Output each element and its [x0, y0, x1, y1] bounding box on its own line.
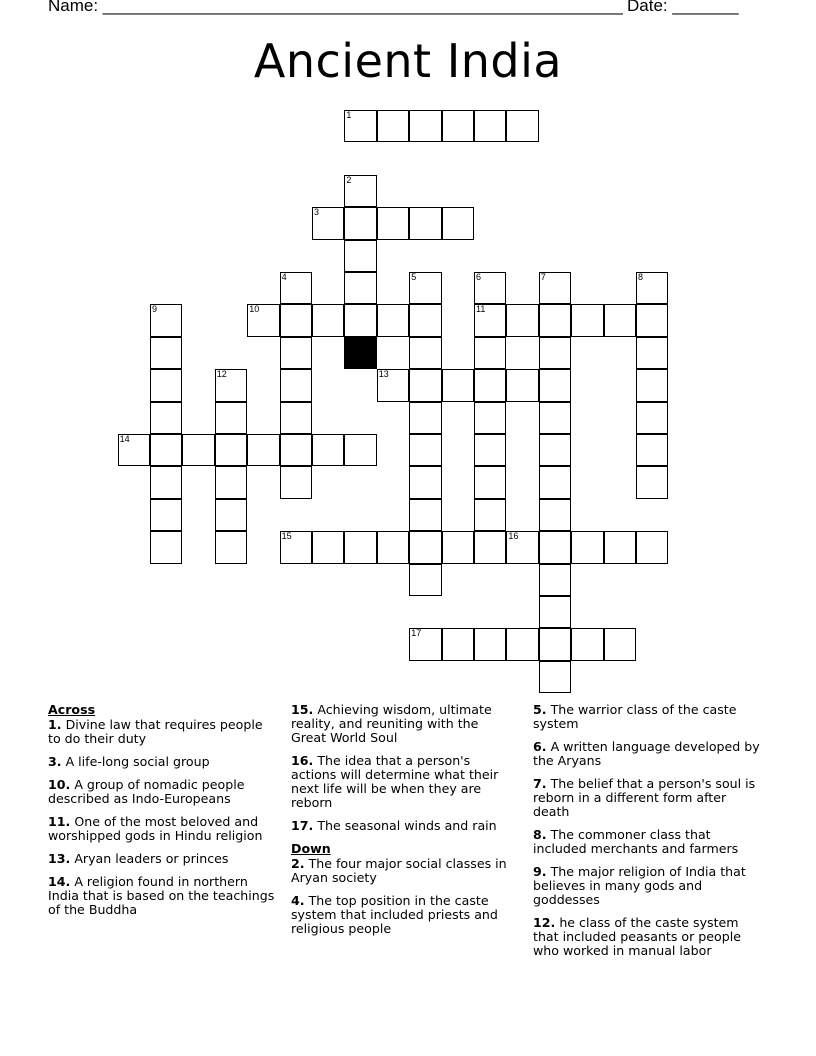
grid-cell[interactable] [377, 304, 409, 336]
grid-cell[interactable] [215, 402, 247, 434]
grid-cell[interactable] [344, 304, 376, 336]
grid-cell[interactable] [280, 531, 312, 563]
clue-item-text: A group of nomadic people described as Indo-Europeans [48, 777, 245, 806]
grid-cell[interactable] [442, 531, 474, 563]
grid-cell[interactable] [118, 434, 150, 466]
grid-cell[interactable] [539, 661, 571, 693]
clue-item-number: 4. [291, 893, 305, 908]
grid-cell[interactable] [474, 499, 506, 531]
clue-column-3 [533, 703, 765, 967]
clue-number: 3 [314, 207, 320, 218]
clue-item-text: Aryan leaders or princes [70, 851, 229, 866]
grid-cell[interactable] [636, 402, 668, 434]
grid-cell[interactable] [377, 531, 409, 563]
grid-cell[interactable] [636, 466, 668, 498]
clue-item [48, 718, 278, 746]
grid-cell[interactable] [539, 369, 571, 401]
clue-item-number: 17. [291, 818, 314, 833]
grid-cell[interactable] [409, 304, 441, 336]
across-heading: Across [48, 702, 96, 717]
grid-cell[interactable] [539, 531, 571, 563]
grid-cell[interactable] [150, 369, 182, 401]
grid-cell[interactable] [215, 434, 247, 466]
clue-item-number: 5. [533, 702, 547, 717]
grid-cell[interactable] [280, 466, 312, 498]
clue-number: 10 [249, 304, 260, 315]
grid-cell[interactable] [182, 434, 214, 466]
clue-item-number: 6. [533, 739, 547, 754]
grid-cell[interactable] [215, 466, 247, 498]
clue-item [291, 754, 517, 810]
clue-item-text: The seasonal winds and rain [313, 818, 497, 833]
clue-item-text: The four major social classes in Aryan society [291, 856, 507, 885]
clue-number: 14 [119, 434, 130, 444]
grid-cell[interactable] [506, 110, 538, 142]
grid-cell[interactable] [150, 499, 182, 531]
grid-cell[interactable] [506, 531, 538, 563]
clue-item [291, 894, 517, 936]
clue-item [291, 857, 517, 885]
clue-item [291, 703, 517, 745]
grid-cell[interactable] [539, 499, 571, 531]
grid-cell[interactable] [409, 402, 441, 434]
clue-item-number: 13. [48, 851, 71, 866]
clue-item-text: The belief that a person's soul is reborn in a different form after death [533, 776, 756, 819]
grid-cell[interactable] [539, 596, 571, 628]
grid-cell[interactable] [344, 434, 376, 466]
clue-number: 12 [216, 369, 227, 380]
clue-item-text: The warrior class of the caste system [533, 702, 737, 731]
clue-column-1 [48, 703, 278, 926]
grid-cell[interactable] [280, 272, 312, 304]
clue-item-number: 10. [48, 777, 71, 792]
grid-cell[interactable] [344, 207, 376, 239]
clue-item [291, 819, 517, 833]
grid-cell[interactable] [409, 434, 441, 466]
grid-cell[interactable] [280, 434, 312, 466]
clue-number: 9 [152, 304, 158, 315]
grid-cell[interactable] [474, 337, 506, 369]
grid-cell[interactable] [442, 628, 474, 660]
clue-item-number: 3. [48, 754, 62, 769]
clue-item-text: The idea that a person's actions will determine what their next life will be when they are reborn [291, 753, 499, 810]
grid-cell[interactable] [280, 337, 312, 369]
grid-cell[interactable] [539, 628, 571, 660]
grid-cell[interactable] [409, 369, 441, 401]
clue-item-text: he class of the caste system that included peasants or people who worked in manual labor [533, 915, 741, 958]
clue-item [533, 740, 765, 768]
grid-cell[interactable] [312, 434, 344, 466]
grid-cell[interactable] [344, 110, 376, 142]
clue-number: 1 [346, 110, 352, 120]
clue-item [48, 778, 278, 806]
clue-item-number: 16. [291, 753, 314, 768]
grid-cell[interactable] [474, 531, 506, 563]
grid-cell[interactable] [474, 402, 506, 434]
clue-item-text: The commoner class that included merchants and farmers [533, 827, 739, 856]
name-field-label: Name: _______________________________________________________ [48, 0, 623, 15]
clue-item [533, 865, 765, 907]
grid-cell[interactable] [636, 369, 668, 401]
clue-number: 2 [346, 174, 352, 185]
grid-cell[interactable] [571, 628, 603, 660]
grid-cell[interactable] [247, 304, 279, 336]
grid-cell[interactable] [506, 369, 538, 401]
clue-number: 17 [411, 628, 422, 639]
grid-cell[interactable] [442, 369, 474, 401]
grid-cell[interactable] [474, 466, 506, 498]
grid-cell[interactable] [409, 466, 441, 498]
grid-cell[interactable] [442, 110, 474, 142]
grid-cell[interactable] [539, 272, 571, 304]
grid-cell[interactable] [539, 564, 571, 596]
clue-item [48, 815, 278, 843]
grid-cell[interactable] [280, 304, 312, 336]
grid-cell[interactable] [539, 466, 571, 498]
grid-cell[interactable] [409, 337, 441, 369]
grid-cell[interactable] [506, 304, 538, 336]
grid-cell[interactable] [409, 564, 441, 596]
clue-item-number: 1. [48, 717, 62, 732]
page-title: Ancient India [253, 34, 563, 88]
grid-cell[interactable] [636, 337, 668, 369]
grid-cell[interactable] [280, 402, 312, 434]
grid-cell[interactable] [604, 531, 636, 563]
clue-item-number: 2. [291, 856, 305, 871]
clue-item [533, 703, 765, 731]
grid-cell[interactable] [636, 304, 668, 336]
clue-number: 6 [476, 272, 482, 282]
clue-number: 4 [281, 272, 287, 282]
grid-cell[interactable] [442, 207, 474, 239]
clue-item-number: 12. [533, 915, 556, 930]
grid-cell[interactable] [215, 369, 247, 401]
clue-number: 7 [540, 272, 546, 282]
clue-number: 15 [281, 531, 292, 542]
grid-cell[interactable] [506, 628, 538, 660]
grid-cell[interactable] [312, 531, 344, 563]
down-heading: Down [291, 841, 331, 856]
clue-item-text: A written language developed by the Aryans [533, 739, 760, 768]
grid-cell[interactable] [539, 337, 571, 369]
grid-cell[interactable] [409, 499, 441, 531]
clue-item-text: One of the most beloved and worshipped gods in Hindu religion [48, 814, 263, 843]
grid-cell[interactable] [636, 434, 668, 466]
grid-cell[interactable] [604, 628, 636, 660]
clue-item-text: A life-long social group [61, 754, 210, 769]
grid-cell[interactable] [474, 110, 506, 142]
clue-item [48, 852, 278, 866]
grid-cell[interactable] [636, 272, 668, 304]
grid-cell[interactable] [409, 272, 441, 304]
grid-cell[interactable] [604, 304, 636, 336]
clue-item-number: 15. [291, 702, 314, 717]
clue-item [48, 875, 278, 917]
grid-cell[interactable] [409, 207, 441, 239]
clue-item-number: 9. [533, 864, 547, 879]
clue-item [533, 828, 765, 856]
grid-cell[interactable] [247, 434, 279, 466]
grid-cell[interactable] [474, 369, 506, 401]
grid-cell[interactable] [539, 434, 571, 466]
clue-item-number: 14. [48, 874, 71, 889]
grid-cell[interactable] [636, 531, 668, 563]
grid-cell[interactable] [539, 304, 571, 336]
clue-item-number: 11. [48, 814, 71, 829]
grid-cell[interactable] [571, 531, 603, 563]
clue-item [533, 777, 765, 819]
grid-cell[interactable] [150, 466, 182, 498]
grid-cell[interactable] [150, 402, 182, 434]
grid-cell[interactable] [377, 207, 409, 239]
date-field-label: Date: _______ [627, 0, 739, 15]
clue-item [533, 916, 765, 958]
grid-cell[interactable] [150, 304, 182, 336]
clue-item-text: A religion found in northern India that is based on the teachings of the Buddha [48, 874, 275, 917]
grid-cell[interactable] [409, 628, 441, 660]
clue-item [48, 755, 278, 769]
grid-cell[interactable] [474, 628, 506, 660]
grid-cell[interactable] [474, 304, 506, 336]
grid-cell[interactable] [539, 402, 571, 434]
grid-cell[interactable] [409, 531, 441, 563]
clue-number: 11 [476, 304, 486, 315]
grid-cell[interactable] [150, 434, 182, 466]
grid-cell[interactable] [344, 175, 376, 207]
grid-cell[interactable] [344, 272, 376, 304]
grid-cell[interactable] [571, 304, 603, 336]
clue-number: 13 [378, 369, 389, 380]
clue-item-text: The major religion of India that believes in many gods and goddesses [533, 864, 746, 907]
clue-item-text: Achieving wisdom, ultimate reality, and reuniting with the Great World Soul [291, 702, 492, 745]
grid-cell[interactable] [312, 207, 344, 239]
grid-cell[interactable] [474, 434, 506, 466]
grid-cell[interactable] [150, 337, 182, 369]
clue-item-text: The top position in the caste system that included priests and religious people [291, 893, 498, 936]
grid-cell[interactable] [474, 272, 506, 304]
grid-cell[interactable] [215, 531, 247, 563]
grid-cell[interactable] [344, 531, 376, 563]
grid-cell[interactable] [377, 369, 409, 401]
clue-item-number: 7. [533, 776, 547, 791]
grid-cell[interactable] [150, 531, 182, 563]
clue-number: 16 [508, 531, 519, 542]
grid-block [344, 337, 376, 369]
clue-number: 5 [411, 272, 417, 282]
grid-cell[interactable] [280, 369, 312, 401]
grid-cell[interactable] [409, 110, 441, 142]
clue-column-2 [291, 703, 517, 945]
grid-cell[interactable] [377, 110, 409, 142]
grid-cell[interactable] [344, 240, 376, 272]
clue-item-number: 8. [533, 827, 547, 842]
clue-item-text: Divine law that requires people to do their duty [48, 717, 263, 746]
grid-cell[interactable] [312, 304, 344, 336]
grid-cell[interactable] [215, 499, 247, 531]
clue-number: 8 [638, 272, 644, 282]
